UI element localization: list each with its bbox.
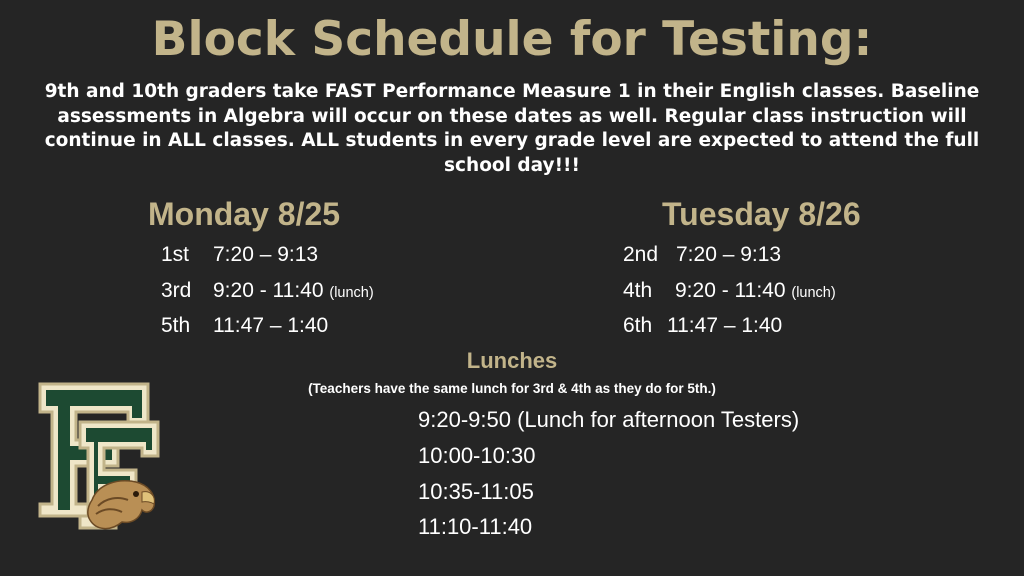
period-time: 7:20 – 9:13 — [676, 243, 782, 266]
period-time: 9:20 - 11:40 — [675, 279, 786, 302]
intro-line: assessments in Algebra will occur on these dates as well. Regular class instruction will — [57, 105, 967, 127]
page-title: Block Schedule for Testing: — [151, 12, 873, 67]
monday-heading: Monday 8/25 — [148, 196, 341, 232]
monday-slot-1 — [161, 243, 318, 267]
lunch-note: (lunch) — [791, 285, 836, 301]
lunch-time-2: 10:00-10:30 — [418, 443, 536, 468]
period-time: 7:20 – 9:13 — [213, 243, 319, 266]
period-label: 4th — [623, 279, 653, 302]
tuesday-slot-2 — [623, 279, 836, 303]
period-label: 3rd — [161, 279, 192, 302]
period-label: 5th — [161, 314, 191, 337]
period-label: 6th — [623, 314, 653, 337]
intro-line: school day!!! — [444, 154, 580, 176]
intro-line: 9th and 10th graders take FAST Performance Measure 1 in their English classes. Baseline — [44, 81, 980, 102]
lunch-time-1: 9:20-9:50 (Lunch for afternoon Testers) — [418, 407, 800, 432]
period-time: 11:47 – 1:40 — [667, 314, 783, 337]
period-label: 2nd — [623, 243, 659, 266]
lunch-note: (lunch) — [329, 285, 374, 301]
tuesday-slot-1 — [623, 243, 781, 267]
tuesday-heading: Tuesday 8/26 — [662, 196, 861, 232]
intro-line: continue in ALL classes. ALL students in every grade level are expected to attend the full — [44, 130, 980, 151]
period-label: 1st — [161, 243, 190, 266]
period-time: 9:20 - 11:40 — [213, 279, 324, 302]
tuesday-slot-3 — [623, 314, 782, 338]
period-time: 11:47 – 1:40 — [213, 314, 329, 337]
monday-slot-3 — [161, 314, 328, 338]
lunches-note: (Teachers have the same lunch for 3rd & 4th as they do for 5th.) — [308, 381, 716, 396]
lunch-time-3: 10:35-11:05 — [418, 479, 534, 504]
monday-slot-2 — [161, 279, 374, 303]
lunch-time-4: 11:10-11:40 — [418, 514, 533, 539]
intro-text — [0, 80, 1024, 178]
lunches-heading: Lunches — [466, 348, 558, 373]
school-logo — [38, 382, 160, 538]
